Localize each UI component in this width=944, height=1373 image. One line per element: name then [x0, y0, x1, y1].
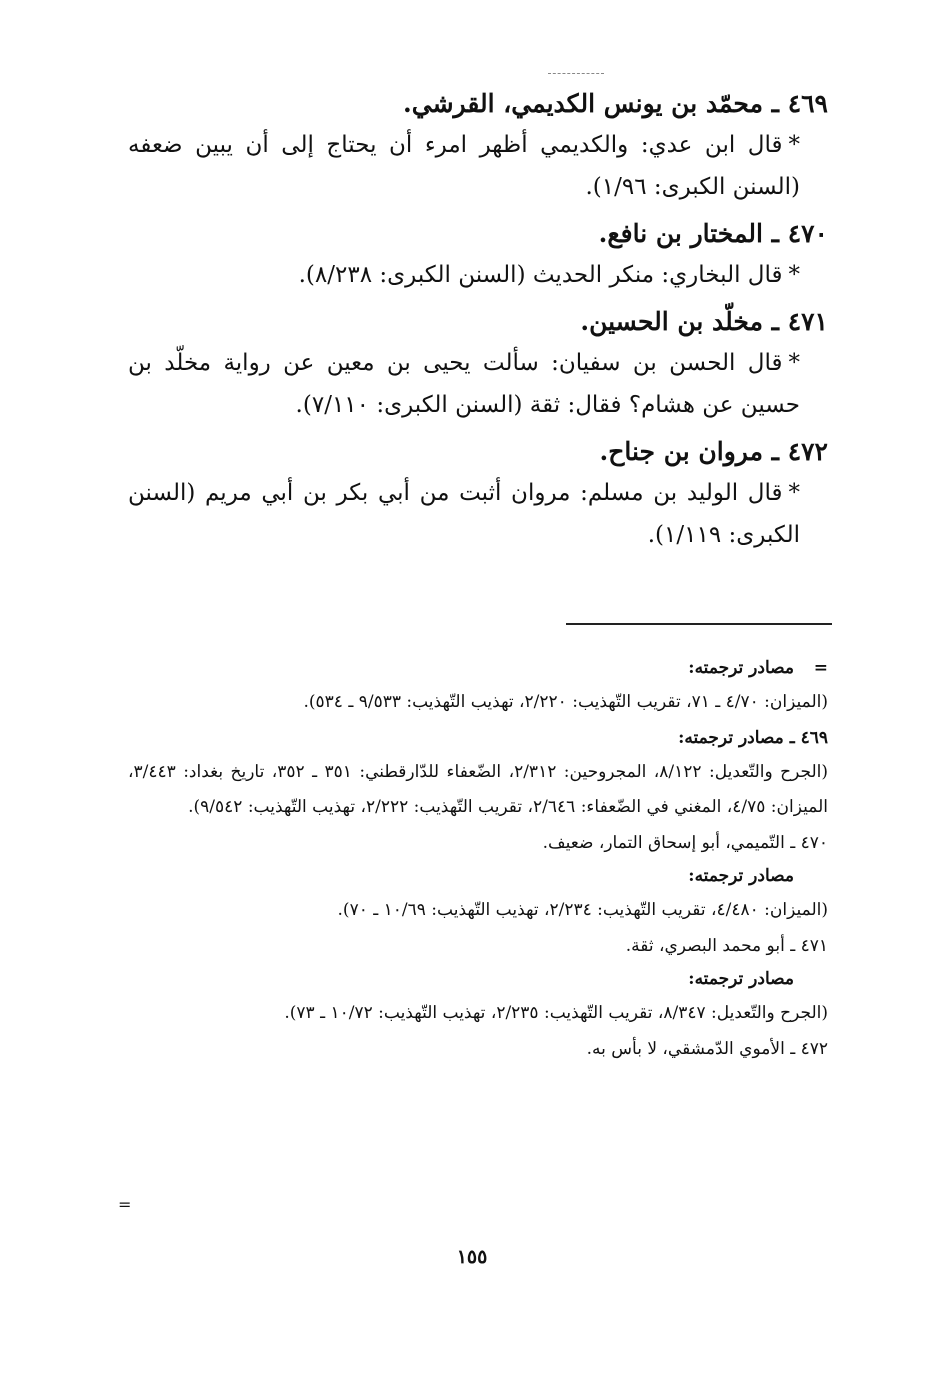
- entry-471: [128, 302, 828, 426]
- footnotes: [128, 652, 828, 1068]
- footnote-469: [128, 722, 828, 825]
- entry-body: [128, 472, 828, 556]
- footnote-470: [128, 827, 828, 928]
- entry-text: قال ابن عدي: والكديمي أظهر امرء أن يحتاج إلى أن يبين ضعفه (السنن الكبرى: ١/٩٦).: [128, 132, 800, 200]
- entry-470: [128, 214, 828, 296]
- footnote-line: ٤٧١ ـ أبو محمد البصري، ثقة.: [625, 936, 828, 956]
- footnote-heading: مصادر ترجمته:: [688, 866, 794, 886]
- entry-body: [128, 124, 828, 208]
- footnote-sources: (الجرح والتّعديل: ٨/١٢٢، المجروحين: ٢/٣١٢، الضّعفاء للدّارقطني: ٣٥١ ـ ٣٥٢، تاريخ بغداد: ٣/٤٤٣، الميزان: ٤/٧٥، المغني في الضّعفاء: ٢/٦٤٦، تقريب التّهذيب: ٢/٢٢٢، تهذيب التّهذيب: ٩/٥٤٢).: [128, 762, 828, 817]
- star-marker: *: [788, 350, 800, 376]
- entry-text: قال البخاري: منكر الحديث (السنن الكبرى: ٨/٢٣٨).: [298, 262, 783, 288]
- footnote-heading: ٤٦٩ ـ مصادر ترجمته:: [678, 728, 828, 748]
- footnote-472: [128, 1033, 828, 1066]
- entry-heading: ٤٧٢ ـ مروان بن جناح.: [599, 437, 828, 466]
- entry-text: قال الوليد بن مسلم: مروان أثبت من أبي بكر بن أبي مريم (السنن الكبرى: ١/١١٩).: [128, 480, 800, 548]
- main-text: [128, 84, 828, 562]
- footnote-heading: مصادر ترجمته:: [688, 658, 794, 678]
- footnote-sources: (الميزان: ٤/٧٠ ـ ٧١، تقريب التّهذيب: ٢/٢٢٠، تهذيب التّهذيب: ٩/٥٣٣ ـ ٥٣٤).: [303, 692, 828, 712]
- footnote-sources: (الميزان: ٤/٤٨٠، تقريب التّهذيب: ٢/٢٣٤، تهذيب التّهذيب: ١٠/٦٩ ـ ٧٠).: [337, 900, 828, 920]
- entry-body: [128, 254, 828, 296]
- star-marker: *: [788, 262, 800, 288]
- page-number: ١٥٥: [456, 1246, 488, 1268]
- entry-body: [128, 342, 828, 426]
- entry-heading: ٤٧٠ ـ المختار بن نافع.: [598, 219, 828, 248]
- footnote-continued: [128, 652, 828, 720]
- entry-heading: ٤٧١ ـ مخلّد بن الحسين.: [580, 307, 828, 336]
- entry-text: قال الحسن بن سفيان: سألت يحيى بن معين عن رواية مخلّد بن حسين عن هشام؟ فقال: ثقة (السنن الكبرى: ٧/١١٠).: [128, 350, 800, 418]
- entry-472: [128, 432, 828, 556]
- footnote-separator: [566, 623, 832, 625]
- footnote-sources: (الجرح والتّعديل: ٨/٣٤٧، تقريب التّهذيب: ٢/٢٣٥، تهذيب التّهذيب: ١٠/٧٢ ـ ٧٣).: [284, 1003, 828, 1023]
- footnote-heading: مصادر ترجمته:: [688, 969, 794, 989]
- star-marker: *: [788, 480, 800, 506]
- star-marker: *: [788, 132, 800, 158]
- footnote-471: [128, 930, 828, 1031]
- entry-heading: ٤٦٩ ـ محمّد بن يونس الكديمي، القرشي.: [403, 89, 828, 118]
- footnote-line: ٤٧٠ ـ التّميمي، أبو إسحاق التمار، ضعيف.: [542, 833, 828, 853]
- continuation-mark: =: [118, 1195, 132, 1214]
- continuation-mark: =: [813, 658, 828, 678]
- entry-469: [128, 84, 828, 208]
- top-rule: [548, 73, 604, 74]
- footnote-line: ٤٧٢ ـ الأموي الدّمشقي، لا بأس به.: [586, 1039, 828, 1059]
